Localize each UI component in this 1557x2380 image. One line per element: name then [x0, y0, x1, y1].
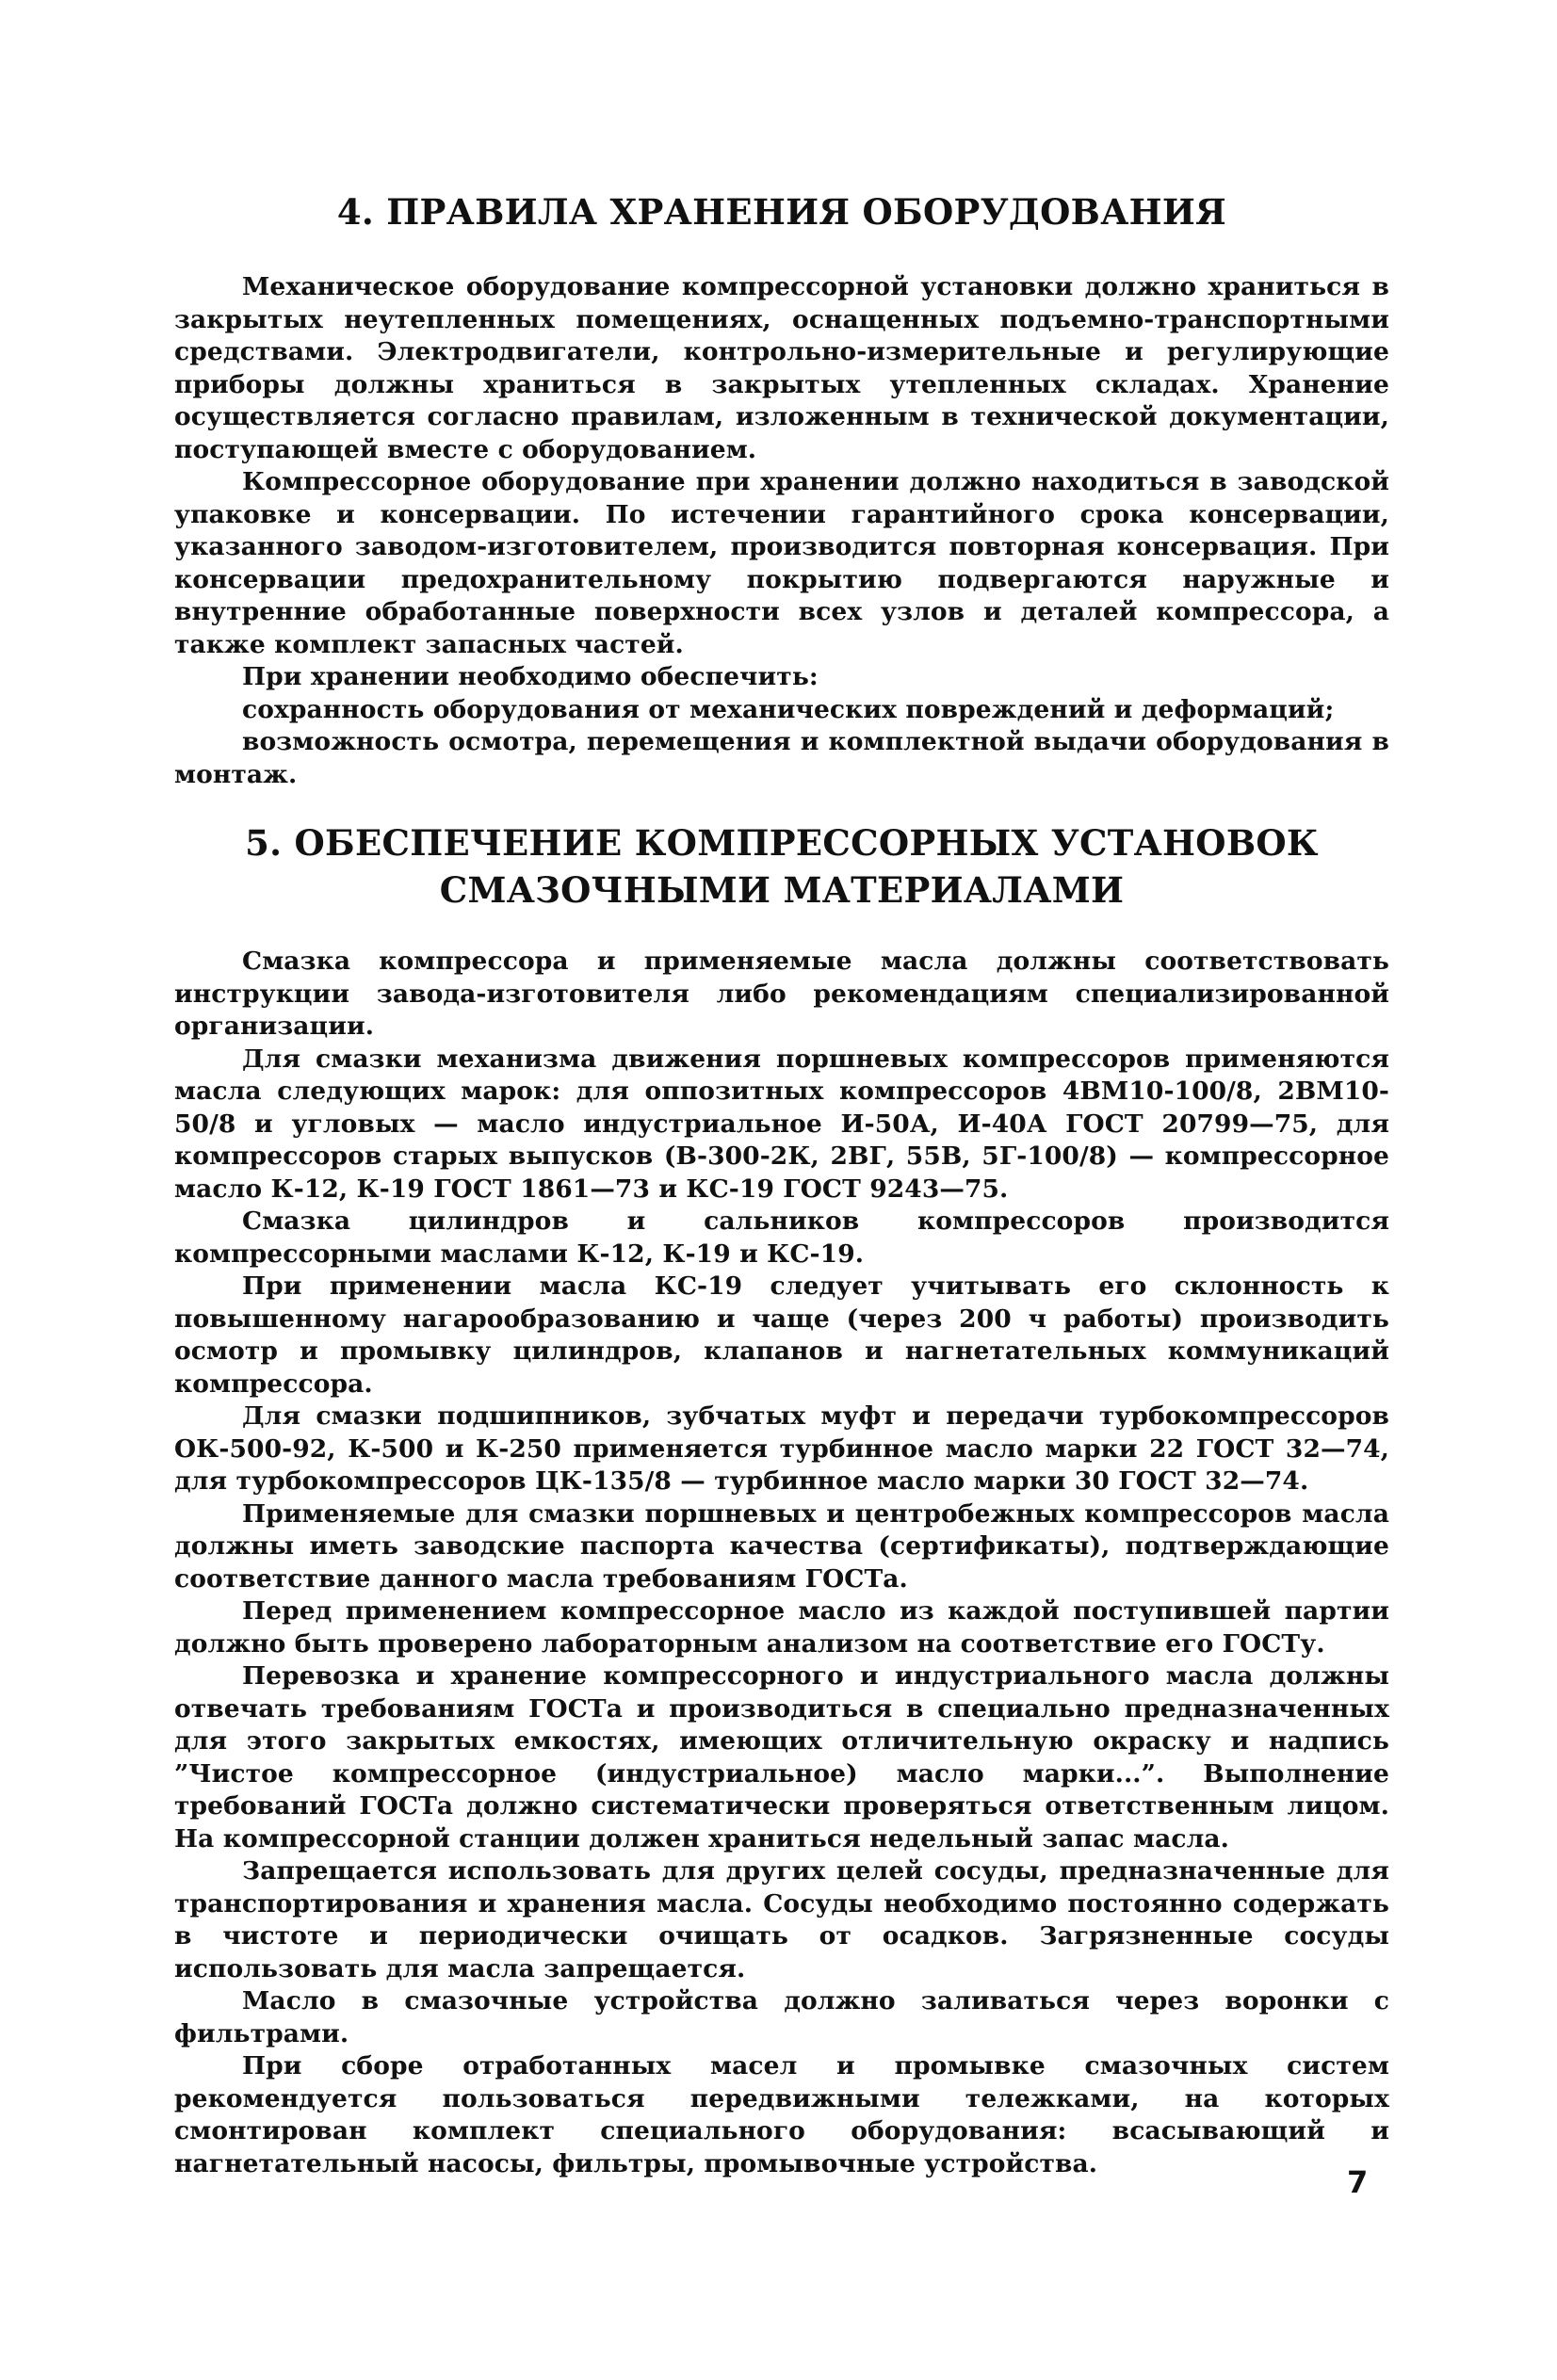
section-5-paragraph: Для смазки подшипников, зубчатых муфт и передачи турбокомпрессоров ОК-500-92, К-500 и К-250 применяется турбинное масло марки 22 ГОСТ 32—74, для турбокомпрессоров ЦК-135/8 — турбинное масло марки 30 ГОСТ 32—74.: [174, 1401, 1389, 1496]
page-content: [174, 188, 1389, 2180]
section-5-title-line-1: 5. ОБЕСПЕЧЕНИЕ КОМПРЕССОРНЫХ УСТАНОВОК: [245, 822, 1319, 864]
section-5-paragraph: Запрещается использовать для других целей сосуды, предназначенные для транспортирования и хранения масла. Сосуды необходимо постоянно содержать в чистоте и периодически очищать от осадков. Загрязненные сосуды использовать для масла запрещается.: [174, 1856, 1389, 1983]
section-5-paragraph: Смазка компрессора и применяемые масла должны соответствовать инструкции завода-изготовителя либо рекомендациям специализированной организации.: [174, 947, 1389, 1041]
section-4-list-item: возможность осмотра, перемещения и комплектной выдачи оборудования в монтаж.: [174, 727, 1389, 789]
section-5-paragraph: Для смазки механизма движения поршневых компрессоров применяются масла следующих марок: для оппозитных компрессоров 4ВМ10-100/8, 2ВМ10-50/8 и угловых — масло индустриальное И-50А, И-40А ГОСТ 20799—75, для компрессоров старых выпусков (В-300-2К, 2ВГ, 55В, 5Г-100/8) — компрессорное масло К-12, К-19 ГОСТ 1861—73 и КС-19 ГОСТ 9243—75.: [174, 1044, 1389, 1204]
page-number: 7: [1347, 2164, 1369, 2200]
section-5-title: [174, 819, 1389, 914]
section-5-paragraph: При сборе отработанных масел и промывке смазочных систем рекомендуется пользоваться передвижными тележками, на которых смонтирован комплект специального оборудования: всасывающий и нагнетательный насосы, фильтры, промывочные устройства.: [174, 2051, 1389, 2178]
section-5-paragraph: Применяемые для смазки поршневых и центробежных компрессоров масла должны иметь заводские паспорта качества (сертификаты), подтверждающие соответствие данного масла требованиям ГОСТа.: [174, 1498, 1389, 1594]
section-4-paragraph: Механическое оборудование компрессорной установки должно храниться в закрытых неутепленных помещениях, оснащенных подъемно-транспортными средствами. Электродвигатели, контрольно-измерительные и регулирующие приборы должны храниться в закрытых утепленных складах. Хранение осуществляется согласно правилам, изложенным в технической документации, поступающей вместе с оборудованием.: [174, 272, 1389, 464]
section-4-list-item: сохранность оборудования от механических повреждений и деформаций;: [242, 694, 1335, 724]
section-4-paragraph: Компрессорное оборудование при хранении должно находиться в заводской упаковке и консервации. По истечении гарантийного срока консервации, указанного заводом-изготовителем, производится повторная консервация. При консервации предохранительному покрытию подвергаются наружные и внутренние обработанные поверхности всех узлов и деталей компрессора, а также комплект запасных частей.: [174, 467, 1389, 659]
section-4-title: 4. ПРАВИЛА ХРАНЕНИЯ ОБОРУДОВАНИЯ: [336, 191, 1227, 233]
section-4-paragraph: При хранении необходимо обеспечить:: [242, 662, 819, 691]
section-5-paragraph: Перевозка и хранение компрессорного и индустриального масла должны отвечать требованиям ГОСТа и производиться в специально предназначенных для этого закрытых емкостях, имеющих отличительную окраску и надпись ”Чистое компрессорное (индустриальное) масло марки...”. Выполнение требований ГОСТа должно систематически проверяться ответственным лицом. На компрессорной станции должен храниться недельный запас масла.: [174, 1661, 1389, 1854]
section-5-title-line-2: СМАЗОЧНЫМИ МАТЕРИАЛАМИ: [439, 869, 1125, 911]
section-5-paragraph: Перед применением компрессорное масло из каждой поступившей партии должно быть проверено лабораторным анализом на соответствие его ГОСТу.: [174, 1596, 1389, 1659]
section-5-paragraph: Масло в смазочные устройства должно заливаться через воронки с фильтрами.: [174, 1986, 1389, 2048]
section-5-paragraph: При применении масла КС-19 следует учитывать его склонность к повышенному нагарообразованию и чаще (через 200 ч работы) производить осмотр и промывку цилиндров, клапанов и нагнетательных коммуникаций компрессора.: [174, 1271, 1389, 1399]
section-5-paragraph: Смазка цилиндров и сальников компрессоров производится компрессорными маслами К-12, К-19 и КС-19.: [174, 1206, 1389, 1269]
